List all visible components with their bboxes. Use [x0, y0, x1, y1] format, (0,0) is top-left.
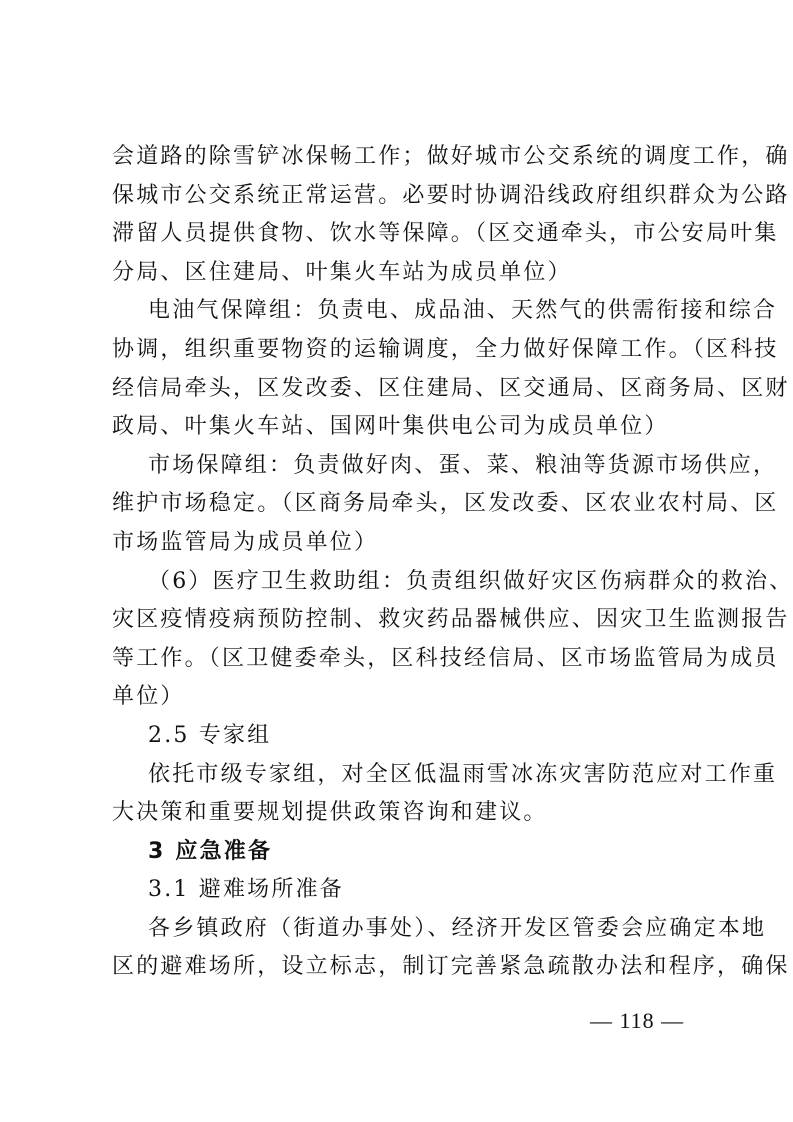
- text-line: 政局、叶集火车站、国网叶集供电公司为成员单位）: [112, 414, 669, 440]
- text-line: 区的避难场所，设立标志，制订完善紧急疏散办法和程序，确保: [112, 954, 790, 980]
- text-line: 协调，组织重要物资的运输调度，全力做好保障工作。（区科技: [112, 336, 779, 362]
- text-line: 灾区疫情疫病预防控制、救灾药品器械供应、因灾卫生监测报告: [112, 607, 790, 633]
- section-heading-3-1: 3.1 避难场所准备: [148, 877, 344, 903]
- paragraph-start-line: 电油气保障组：负责电、成品油、天然气的供需衔接和综合: [148, 298, 778, 324]
- text-line: 单位）: [112, 684, 185, 710]
- text-line: 维护市场稳定。（区商务局牵头，区发改委、区农业农村局、区: [112, 491, 779, 517]
- text-line: 会道路的除雪铲冰保畅工作；做好城市公交系统的调度工作，确: [112, 144, 790, 169]
- section-heading-2-5: 2.5 专家组: [148, 722, 272, 748]
- section-heading-3: 3 应急准备: [148, 838, 273, 864]
- document-body: [112, 138, 793, 987]
- text-line: 保城市公交系统正常运营。必要时协调沿线政府组织群众为公路: [112, 182, 790, 208]
- paragraph-start-line: 依托市级专家组，对全区低温雨雪冰冻灾害防范应对工作重: [148, 761, 778, 787]
- text-line: 经信局牵头，区发改委、区住建局、区交通局、区商务局、区财: [112, 375, 790, 401]
- page-number: — 118 —: [590, 1008, 685, 1033]
- text-line: 滞留人员提供食物、饮水等保障。（区交通牵头，市公安局叶集: [112, 221, 779, 247]
- paragraph-start-line: （6）医疗卫生救助组：负责组织做好灾区伤病群众的救治、: [148, 568, 793, 594]
- text-line: 分局、区住建局、叶集火车站为成员单位）: [112, 259, 572, 285]
- paragraph-start-line: 市场保障组：负责做好肉、蛋、菜、粮油等货源市场供应，: [148, 452, 778, 478]
- text-line: 大决策和重要规划提供政策咨询和建议。: [112, 800, 548, 826]
- paragraph-start-line: 各乡镇政府（街道办事处）、经济开发区管委会应确定本地: [148, 915, 767, 941]
- text-line: 等工作。（区卫健委牵头，区科技经信局、区市场监管局为成员: [112, 645, 779, 671]
- text-line: 市场监管局为成员单位）: [112, 529, 379, 555]
